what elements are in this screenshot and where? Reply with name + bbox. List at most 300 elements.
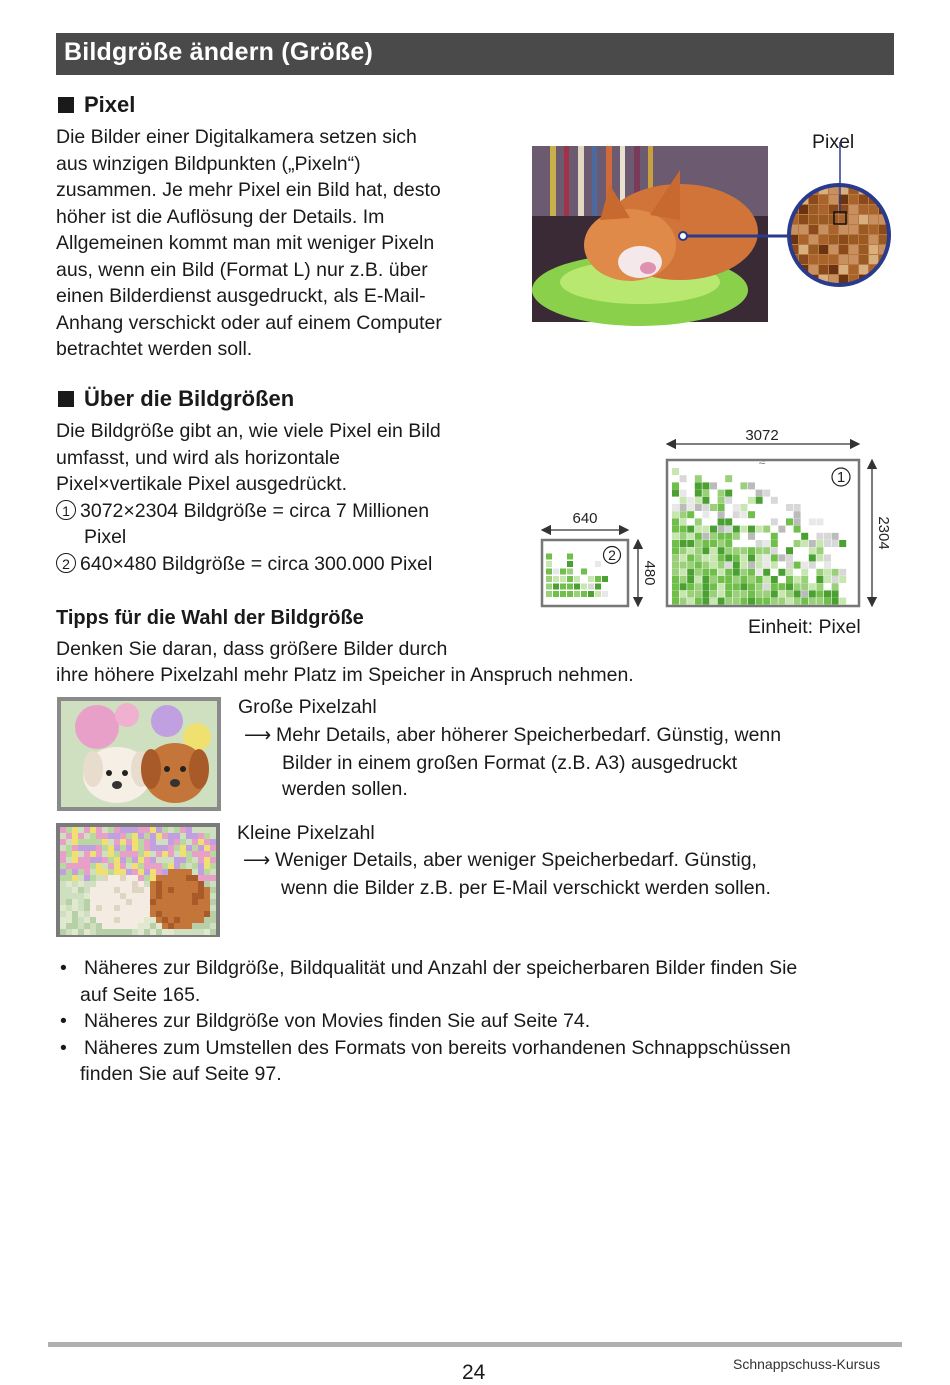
large-pixel [763, 598, 770, 605]
photo-pixel [60, 917, 66, 923]
large-pixel [771, 554, 778, 561]
photo-pixel [192, 911, 198, 917]
magnified-pixel [839, 265, 848, 274]
photo-pixel [162, 827, 168, 833]
large-pixel [786, 598, 793, 605]
magnified-pixel [849, 205, 858, 214]
large-pixel [748, 590, 755, 597]
photo-pixel [96, 929, 102, 935]
photo-pixel [78, 827, 84, 833]
photo-pixel [120, 845, 126, 851]
size-item-2-text: 640×480 Bildgröße = circa 300.000 Pixel [80, 552, 433, 575]
square-bullet-icon [58, 391, 74, 407]
photo-pixel [126, 833, 132, 839]
photo-pixel [60, 905, 66, 911]
photo-pixel [138, 923, 144, 929]
photo-pixel [180, 839, 186, 845]
small-pixel [595, 591, 601, 597]
photo-pixel [60, 863, 66, 869]
photo-pixel [114, 863, 120, 869]
photo-pixel [72, 899, 78, 905]
photo-pixel [126, 869, 132, 875]
photo-pixel [156, 905, 162, 911]
large-pixel [725, 583, 732, 590]
photo-pixel [162, 863, 168, 869]
small-pixel [546, 554, 552, 560]
photo-pixel [132, 851, 138, 857]
large-pixel [680, 533, 687, 540]
large-pixel [695, 526, 702, 533]
photo-pixel [162, 929, 168, 935]
large-pixel [756, 526, 763, 533]
magnified-pixel [809, 265, 818, 274]
large-pixel [832, 540, 839, 547]
pixel-line: höher ist die Auflösung der Details. Im [56, 205, 385, 228]
large-pixel [740, 547, 747, 554]
large-pixel [702, 482, 709, 489]
large-pixel [816, 540, 823, 547]
large-pixel [687, 562, 694, 569]
photo-pixel [162, 833, 168, 839]
photo-pixel [156, 929, 162, 935]
photo-pixel [186, 923, 192, 929]
photo-pixel [162, 845, 168, 851]
photo-pixel [150, 929, 156, 935]
photo-pixel [162, 881, 168, 887]
magnified-pixel [849, 235, 858, 244]
large-pixel [687, 526, 694, 533]
photo-pixel [132, 845, 138, 851]
small-pixel [553, 584, 559, 590]
photo-pixel [150, 863, 156, 869]
photo-pixel [192, 833, 198, 839]
photo-pixel [72, 857, 78, 863]
large-pixel [756, 540, 763, 547]
large-pixel [687, 497, 694, 504]
footer-section: Schnappschuss-Kursus [733, 1356, 881, 1372]
unit-label: Einheit: Pixel [748, 616, 861, 638]
photo-pixel [120, 869, 126, 875]
photo-pixel [156, 893, 162, 899]
photo-pixel [174, 881, 180, 887]
large-pixel [695, 598, 702, 605]
photo-pixel [162, 923, 168, 929]
photo-pixel [168, 893, 174, 899]
magnified-pixel [879, 195, 888, 204]
small-width-label: 640 [572, 510, 598, 527]
photo-pixel [150, 881, 156, 887]
large-pixel [816, 554, 823, 561]
large-pixel [687, 511, 694, 518]
photo-pixel [210, 899, 216, 905]
large-pixel [733, 511, 740, 518]
magnified-pixel [859, 195, 868, 204]
photo-pixel [60, 869, 66, 875]
small-pixel [560, 569, 566, 575]
photo-pixel [90, 839, 96, 845]
photo-pixel [144, 917, 150, 923]
photo-pixel [96, 893, 102, 899]
photo-pixel [174, 875, 180, 881]
magnified-pixel [839, 225, 848, 234]
large-pixel [794, 598, 801, 605]
large-pixel [695, 583, 702, 590]
photo-pixel [60, 857, 66, 863]
large-pixel [695, 497, 702, 504]
photo-pixel [78, 899, 84, 905]
large-pixel [778, 598, 785, 605]
photo-pixel [108, 869, 114, 875]
large-pixel [733, 533, 740, 540]
photo-pixel [156, 857, 162, 863]
photo-pixel [114, 917, 120, 923]
photo-pixel [174, 887, 180, 893]
large-pixel [816, 533, 823, 540]
large-pixel [687, 547, 694, 554]
large-pixel [816, 569, 823, 576]
photo-pixel [72, 911, 78, 917]
photo-pixel [198, 869, 204, 875]
large-pixel [680, 547, 687, 554]
small-pixel [553, 569, 559, 575]
photo-pixel [144, 869, 150, 875]
small-pixel [560, 576, 566, 582]
photo-pixel [78, 845, 84, 851]
large-pixel [718, 583, 725, 590]
large-pixel [680, 518, 687, 525]
large-pixel [756, 554, 763, 561]
photo-pixel [120, 929, 126, 935]
photo-pixel [144, 827, 150, 833]
large-pixel [672, 569, 679, 576]
photo-pixel [90, 917, 96, 923]
photo-pixel [96, 917, 102, 923]
photo-pixel [138, 845, 144, 851]
large-pixel [672, 562, 679, 569]
photo-pixel [162, 911, 168, 917]
large-pixel [748, 598, 755, 605]
photo-pixel [72, 833, 78, 839]
photo-pixel [204, 887, 210, 893]
photo-pixel [66, 851, 72, 857]
large-pixel [725, 533, 732, 540]
large-pixel [740, 526, 747, 533]
photo-pixel [78, 881, 84, 887]
large-pixel [695, 540, 702, 547]
large-pixel [710, 583, 717, 590]
large-pixel [733, 583, 740, 590]
large-pixel [710, 590, 717, 597]
photo-pixel [192, 905, 198, 911]
circled-number: 1 [56, 500, 76, 520]
large-pixel [748, 497, 755, 504]
large-pixels-label: Große Pixelzahl [238, 696, 377, 718]
photo-pixel [108, 845, 114, 851]
photo-pixel [114, 911, 120, 917]
large-pixel [718, 490, 725, 497]
small-marker: 2 [608, 547, 616, 563]
photo-pixel [186, 887, 192, 893]
magnified-pixel [819, 205, 828, 214]
photo-pixel [108, 863, 114, 869]
photo-pixel [138, 869, 144, 875]
photo-pixel [90, 899, 96, 905]
pixel-line: aus, wenn ein Bild (Format L) nur z.B. über [56, 258, 428, 281]
photo-pixel [168, 899, 174, 905]
photo-pixel [144, 923, 150, 929]
large-pixel [748, 511, 755, 518]
large-pixel [672, 540, 679, 547]
photo-pixel [66, 827, 72, 833]
large-pixel [718, 526, 725, 533]
small-pixels-label: Kleine Pixelzahl [237, 822, 375, 844]
large-pixel [839, 569, 846, 576]
photo-pixel [156, 881, 162, 887]
photo-pixel [120, 899, 126, 905]
large-pixel [710, 504, 717, 511]
magnified-pixel [789, 185, 798, 194]
photo-pixel [120, 827, 126, 833]
large-pixel [695, 590, 702, 597]
photo-pixel [192, 881, 198, 887]
photo-pixel [60, 881, 66, 887]
photo-pixel [66, 917, 72, 923]
photo-pixel [174, 893, 180, 899]
photo-pixel [198, 875, 204, 881]
small-pixel [567, 584, 573, 590]
photo-pixel [84, 923, 90, 929]
large-pixel [702, 490, 709, 497]
photo-pixel [144, 899, 150, 905]
photo-pixel [108, 833, 114, 839]
small-pixel [574, 576, 580, 582]
small-pixel [546, 561, 552, 567]
photo-pixel [198, 893, 204, 899]
tips-heading: Tipps für die Wahl der Bildgröße [56, 607, 364, 629]
photo-pixel [84, 893, 90, 899]
photo-pixel [150, 875, 156, 881]
photo-pixel [192, 827, 198, 833]
photo-pixel [102, 881, 108, 887]
magnified-pixel [849, 195, 858, 204]
photo-pixel [60, 887, 66, 893]
magnified-pixel [869, 235, 878, 244]
photo-pixel [90, 857, 96, 863]
large-pixel [680, 590, 687, 597]
note-item-cont: finden Sie auf Seite 97. [80, 1063, 282, 1085]
photo-pixel [192, 917, 198, 923]
photo-pixel [60, 893, 66, 899]
note-item: • Näheres zum Umstellen des Formats von bereits vorhandenen Schnappschüssen [60, 1036, 791, 1059]
photo-pixel [144, 905, 150, 911]
large-pixel [733, 526, 740, 533]
large-pixel [672, 590, 679, 597]
photo-pixel [96, 857, 102, 863]
photo-pixel [204, 905, 210, 911]
photo-pixel [150, 833, 156, 839]
photo-pixel [168, 881, 174, 887]
large-pixel [710, 482, 717, 489]
large-pixel [733, 590, 740, 597]
photo-pixel [186, 851, 192, 857]
photo-pixel [204, 875, 210, 881]
photo-pixel [126, 917, 132, 923]
photo-pixel [102, 869, 108, 875]
large-pixel [809, 598, 816, 605]
photo-pixel [114, 905, 120, 911]
small-pixel [567, 591, 573, 597]
photo-pixel [78, 851, 84, 857]
photo-pixel [132, 929, 138, 935]
photo-pixel [180, 869, 186, 875]
photo-pixel [150, 851, 156, 857]
magnified-pixel [829, 235, 838, 244]
photo-pixel [84, 863, 90, 869]
photo-pixel [72, 881, 78, 887]
photo-pixel [126, 899, 132, 905]
small-pixel [595, 561, 601, 567]
photo-pixel [180, 899, 186, 905]
pixel-line: zusammen. Je mehr Pixel ein Bild hat, desto [56, 179, 441, 201]
large-pixel [801, 569, 808, 576]
sizes-paragraph [56, 418, 526, 577]
photo-pixel [126, 881, 132, 887]
photo-pixel [96, 863, 102, 869]
magnified-pixel [819, 235, 828, 244]
large-pixel [786, 583, 793, 590]
photo-pixel [126, 905, 132, 911]
photo-pixel [162, 875, 168, 881]
large-pixel [786, 576, 793, 583]
photo-pixel [120, 911, 126, 917]
photo-pixel [120, 923, 126, 929]
photo-pixel [78, 923, 84, 929]
small-pixel [567, 576, 573, 582]
puppy-photo-pixelated [56, 823, 220, 937]
photo-pixel [60, 875, 66, 881]
magnified-pixel [819, 215, 828, 224]
photo-pixel [198, 851, 204, 857]
large-pixel [778, 554, 785, 561]
large-pixel [809, 547, 816, 554]
small-pixel [602, 591, 608, 597]
photo-pixel [192, 845, 198, 851]
photo-pixel [114, 923, 120, 929]
photo-pixel [126, 839, 132, 845]
pixel-line: aus winzigen Bildpunkten („Pixeln“) [56, 152, 361, 175]
magnified-pixel [859, 225, 868, 234]
large-height-label: 2304 [875, 516, 892, 550]
large-pixel [824, 533, 831, 540]
small-desc-line: Weniger Details, aber weniger Speicherbedarf. Günstig, [275, 849, 757, 871]
photo-pixel [72, 851, 78, 857]
photo-pixel [144, 833, 150, 839]
photo-pixel [120, 893, 126, 899]
photo-pixel [168, 923, 174, 929]
photo-pixel [210, 845, 216, 851]
small-pixel [553, 591, 559, 597]
large-pixel [687, 540, 694, 547]
large-pixel [702, 583, 709, 590]
photo-pixel [144, 839, 150, 845]
small-pixel [595, 584, 601, 590]
large-pixel [672, 511, 679, 518]
large-pixel [672, 598, 679, 605]
magnified-pixel [809, 215, 818, 224]
photo-pixel [120, 851, 126, 857]
photo-pixel [204, 899, 210, 905]
photo-pixel [96, 875, 102, 881]
photo-pixel [108, 827, 114, 833]
photo-pixel [102, 851, 108, 857]
large-pixel [718, 533, 725, 540]
large-pixel [786, 547, 793, 554]
photo-pixel [180, 923, 186, 929]
small-pixels-desc [243, 847, 771, 901]
photo-pixel [102, 857, 108, 863]
magnified-pixel [829, 265, 838, 274]
photo-pixel [102, 911, 108, 917]
magnified-pixel [849, 215, 858, 224]
small-pixel [581, 569, 587, 575]
magnified-pixel [799, 255, 808, 264]
photo-pixel [78, 929, 84, 935]
large-pixel [687, 598, 694, 605]
photo-pixel [60, 851, 66, 857]
large-pixel [672, 576, 679, 583]
photo-pixel [60, 929, 66, 935]
small-desc-line: wenn die Bilder z.B. per E-Mail verschickt werden sollen. [281, 876, 771, 899]
large-pixel [718, 511, 725, 518]
photo-pixel [72, 875, 78, 881]
photo-pixel [90, 923, 96, 929]
photo-pixel [138, 917, 144, 923]
pixel-line: einen Bilderdienst ausgedruckt, als E-Mail- [56, 285, 426, 307]
photo-pixel [180, 857, 186, 863]
large-pixel [687, 590, 694, 597]
photo-pixel [132, 839, 138, 845]
large-pixel [748, 576, 755, 583]
sizes-line: umfasst, und wird als horizontale [56, 446, 340, 469]
photo-pixel [108, 887, 114, 893]
photo-pixel [114, 887, 120, 893]
photo-pixel [144, 863, 150, 869]
photo-pixel [120, 905, 126, 911]
photo-pixel [72, 827, 78, 833]
arrow-right-icon: ⟶ [244, 725, 272, 746]
large-pixel [786, 562, 793, 569]
photo-pixel [162, 839, 168, 845]
photo-pixel [150, 911, 156, 917]
photo-pixel [192, 857, 198, 863]
photo-pixel [186, 881, 192, 887]
photo-pixel [132, 923, 138, 929]
magnified-pixel [869, 225, 878, 234]
large-pixel [786, 590, 793, 597]
photo-pixel [198, 845, 204, 851]
photo-pixel [162, 857, 168, 863]
photo-pixel [84, 869, 90, 875]
large-pixel [702, 547, 709, 554]
photo-pixel [78, 887, 84, 893]
photo-pixel [198, 863, 204, 869]
photo-pixel [72, 887, 78, 893]
photo-pixel [150, 923, 156, 929]
photo-pixel [138, 851, 144, 857]
large-pixel [695, 482, 702, 489]
large-pixel [809, 590, 816, 597]
sizes-line: Die Bildgröße gibt an, wie viele Pixel ein Bild [56, 420, 441, 442]
